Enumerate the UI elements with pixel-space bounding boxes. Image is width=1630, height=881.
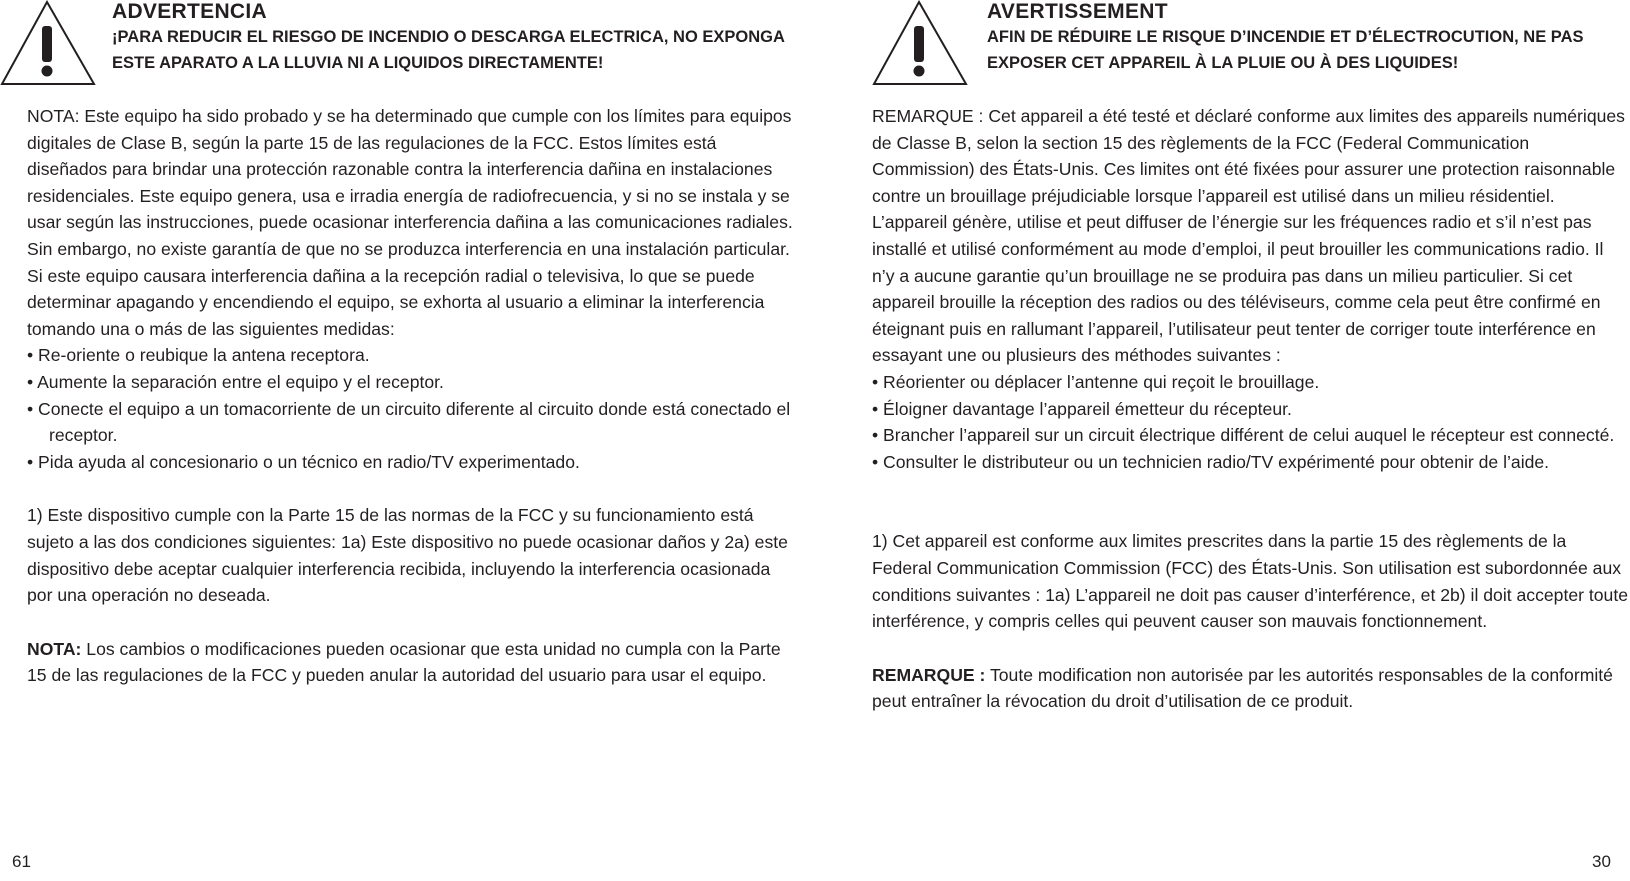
right-body bbox=[872, 103, 1630, 715]
changes-note-text: Los cambios o modificaciones pueden ocasionar que esta unidad no cumpla con la Parte 15 de las regulaciones de la FCC y pueden anular la autoridad del usuario para usar el equipo. bbox=[27, 638, 781, 686]
changes-note-label: NOTA: bbox=[27, 638, 82, 659]
measure-item: • Conecte el equipo a un tomacorriente de un circuito diferente al circuito donde está conectado el receptor. bbox=[27, 398, 791, 446]
warning-title: ADVERTENCIA bbox=[112, 0, 267, 23]
measure-item: • Réorienter ou déplacer l’antenne qui reçoit le brouillage. bbox=[872, 371, 1320, 392]
measure-item: • Re-oriente o reubique la antena receptora. bbox=[27, 345, 370, 366]
changes-note bbox=[872, 662, 1630, 715]
left-body bbox=[27, 103, 799, 689]
measure-item: • Pida ayuda al concesionario o un técnico en radio/TV experimentado. bbox=[27, 451, 580, 472]
fcc-note-paragraph: NOTA: Este equipo ha sido probado y se ha determinado que cumple con los límites para equipos digitales de Clase B, según la parte 15 de las regulaciones de la FCC. Estos límites está diseñados para brindar una protección razonable contra la interferencia dañina en instalaciones residenciales. Este equipo genera, usa e irradia energía de radiofrecuencia, y si no se instala y se usar según las instrucciones, puede ocasionar interferencia dañina a las comunicaciones radiales. Sin embargo, no existe garantía de que no se produzca interferencia en una instalación particular. Si este equipo causara interferencia dañina a la recepción radial o televisiva, lo que se puede determinar apagando y encendiendo el equipo, se exhorta al usuario a eliminar la interferencia tomando una o más de las siguientes medidas: bbox=[27, 106, 793, 339]
warning-title: AVERTISSEMENT bbox=[987, 0, 1168, 23]
page-number: 61 bbox=[12, 852, 31, 871]
page-number: 30 bbox=[1592, 852, 1611, 871]
changes-note-label: REMARQUE : bbox=[872, 664, 986, 685]
warning-triangle-icon bbox=[0, 0, 100, 86]
measure-item: • Aumente la separación entre el equipo y el receptor. bbox=[27, 371, 444, 392]
measure-item: • Éloigner davantage l’appareil émetteur du récepteur. bbox=[872, 398, 1292, 419]
measure-item: • Consulter le distributeur ou un technicien radio/TV expérimenté pour obtenir de l’aide. bbox=[872, 451, 1550, 472]
warning-text: ¡PARA REDUCIR EL RIESGO DE INCENDIO O DESCARGA ELECTRICA, NO EXPONGA ESTE APARATO A LA LLUVIA NI A LIQUIDOS DIRECTAMENTE! bbox=[112, 28, 785, 72]
fcc-note-paragraph: REMARQUE : Cet appareil a été testé et déclaré conforme aux limites des appareils numériques de Classe B, selon la section 15 des règlements de la FCC (Federal Communication Commission) des États-Unis. Ces limites ont été fixées pour assurer une protection raisonnable contre un brouillage préjudiciable lorsque l’appareil est utilisé dans un milieu résidentiel. L’appareil génère, utilise et peut diffuser de l’énergie sur les fréquences radio et s’il n’est pas installé et utilisé conformément au mode d’emploi, il peut brouiller les communications radio. Il n’y a aucune garantie qu’un brouillage ne se produira pas dans un milieu particulier. Si cet appareil brouille la réception des radios ou des téléviseurs, comme cela peut être confirmé en éteignant puis en rallumant l’appareil, l’utilisateur peut tenter de corriger toute interférence en essayant une ou plusieurs des méthodes suivantes : bbox=[872, 106, 1625, 366]
warning-header bbox=[112, 0, 802, 76]
measure-item: • Brancher l’appareil sur un circuit électrique différent de celui auquel le récepteur est connecté. bbox=[872, 425, 1615, 446]
compliance-paragraph: 1) Este dispositivo cumple con la Parte 15 de las normas de la FCC y su funcionamiento está sujeto a las dos condiciones siguientes: 1a) Este dispositivo no puede ocasionar daños y 2a) este dispositivo debe aceptar cualquier interferencia recibida, incluyendo la interferencia ocasionada por una operación no deseada. bbox=[27, 505, 788, 606]
changes-note-text: Toute modification non autorisée par les autorités responsables de la conformité peut entraîner la révocation du droit d’utilisation de ce produit. bbox=[872, 664, 1613, 712]
changes-note bbox=[27, 636, 799, 689]
compliance-paragraph: 1) Cet appareil est conforme aux limites prescrites dans la partie 15 des règlements de la Federal Communication Commission (FCC) des États-Unis. Son utilisation est subordonnée aux conditions suivantes : 1a) L’appareil ne doit pas causer d’interférence, et 2b) il doit accepter toute interférence, y compris celles qui peuvent causer son mauvais fonctionnement. bbox=[872, 531, 1629, 632]
warning-header bbox=[987, 0, 1630, 76]
warning-text: AFIN DE RÉDUIRE LE RISQUE D’INCENDIE ET D’ÉLECTROCUTION, NE PAS EXPOSER CET APPAREIL À LA PLUIE OU À DES LIQUIDES! bbox=[987, 28, 1584, 72]
warning-triangle-icon bbox=[872, 0, 972, 86]
